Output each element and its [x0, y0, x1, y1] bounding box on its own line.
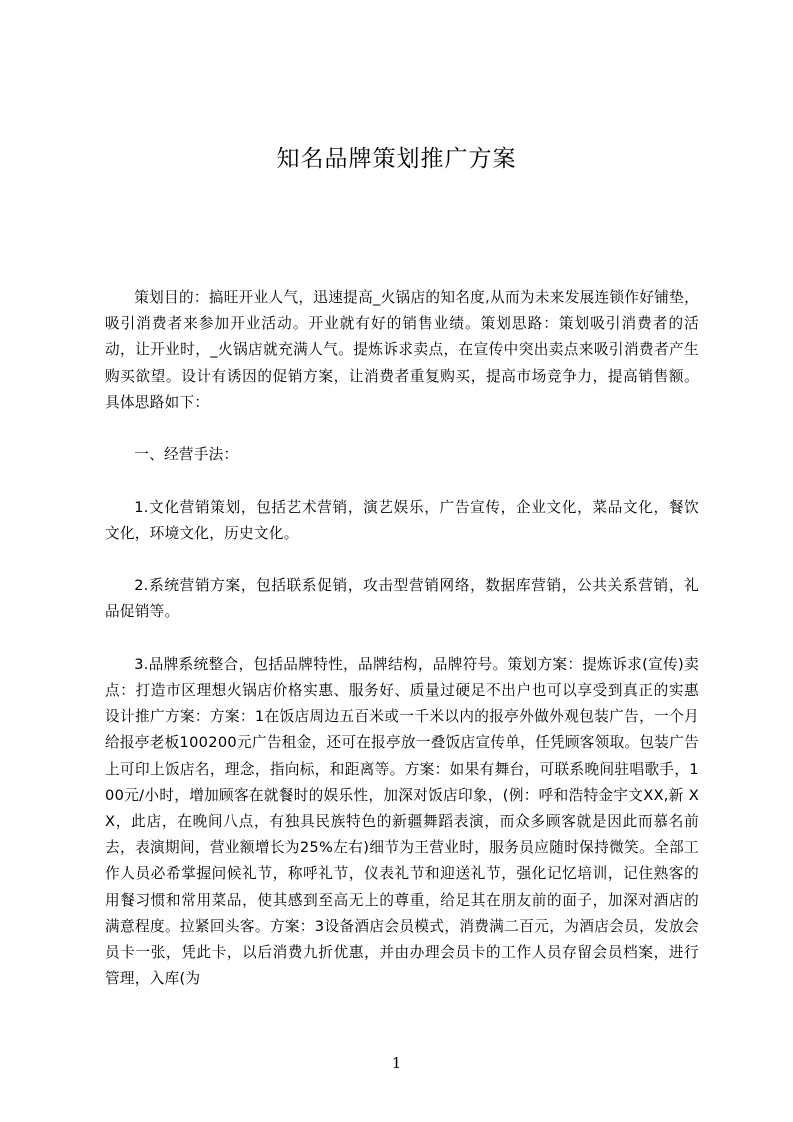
page-number: 1: [391, 1054, 402, 1072]
paragraph-purpose: 策划目的：搞旺开业人气，迅速提高_火锅店的知名度,从而为未来发展连锁作好铺垫，吸引消费者来参加开业活动。开业就有好的销售业绩。策划思路：策划吸引消费者的活动，让开业时，_火锅店就充满人气。提炼诉求卖点，在宣传中突出卖点来吸引消费者产生购买欲望。设计有诱因的促销方案，让消费者重复购买，提高市场竞争力，提高销售额。具体思路如下：: [105, 289, 699, 411]
document-title: 知名品牌策划推广方案: [276, 146, 517, 172]
paragraph-cultural-marketing: 1.文化营销策划，包括艺术营销，演艺娱乐，广告宣传，企业文化，菜品文化，餐饮文化，环境文化，历史文化。: [105, 498, 699, 542]
section-heading-methods: 一、经营手法：: [134, 446, 239, 464]
paragraph-spacer: [105, 468, 699, 494]
paragraph-spacer: [105, 547, 699, 573]
paragraph-brand-integration: 3.品牌系统整合，包括品牌特性，品牌结构，品牌符号。策划方案：提炼诉求(宣传)卖点：打造市区理想火锅店价格实惠、服务好、质量过硬足不出户也可以享受到真正的实惠设计推广方案：方案：1在饭店周边五百米或一千米以内的报亭外做外观包装广告，一个月给报亭老板100200元广告租金，还可在报亭放一叠饭店宣传单，任凭顾客领取。包装广告上可印上饭店名，理念，指向标，和距离等。方案：如果有舞台，可联系晚间驻唱歌手，100元/小时，增加顾客在就餐时的娱乐性，加深对饭店印象，(例：呼和浩特金宇文XX,新 XX，此店，在晚间八点，有独具民族特色的新疆舞蹈表演，而众多顾客就是因此而慕名前去，表演期间，营业额增长为25%左右)细节为王营业时，服务员应随时保持微笑。全部工作人员必希掌握问候礼节，称呼礼节，仪表礼节和迎送礼节，强化记忆培训，记住熟客的用餐习惯和常用菜品，使其感到至高无上的尊重，给足其在朋友前的面子，加深对酒店的满意程度。拉紧回头客。方案：3设备酒店会员模式，消费满二百元，为酒店会员，发放会员卡一张，凭此卡，以后消费九折优惠，并由办理会员卡的工作人员存留会员档案，进行管理，入库(为: [105, 655, 699, 988]
paragraph-spacer: [105, 626, 699, 652]
document-body: [105, 285, 699, 992]
paragraph-system-marketing: 2.系统营销方案，包括联系促销，攻击型营销网络，数据库营销，公共关系营销，礼品促销等。: [105, 577, 699, 621]
paragraph-spacer: [105, 416, 699, 442]
